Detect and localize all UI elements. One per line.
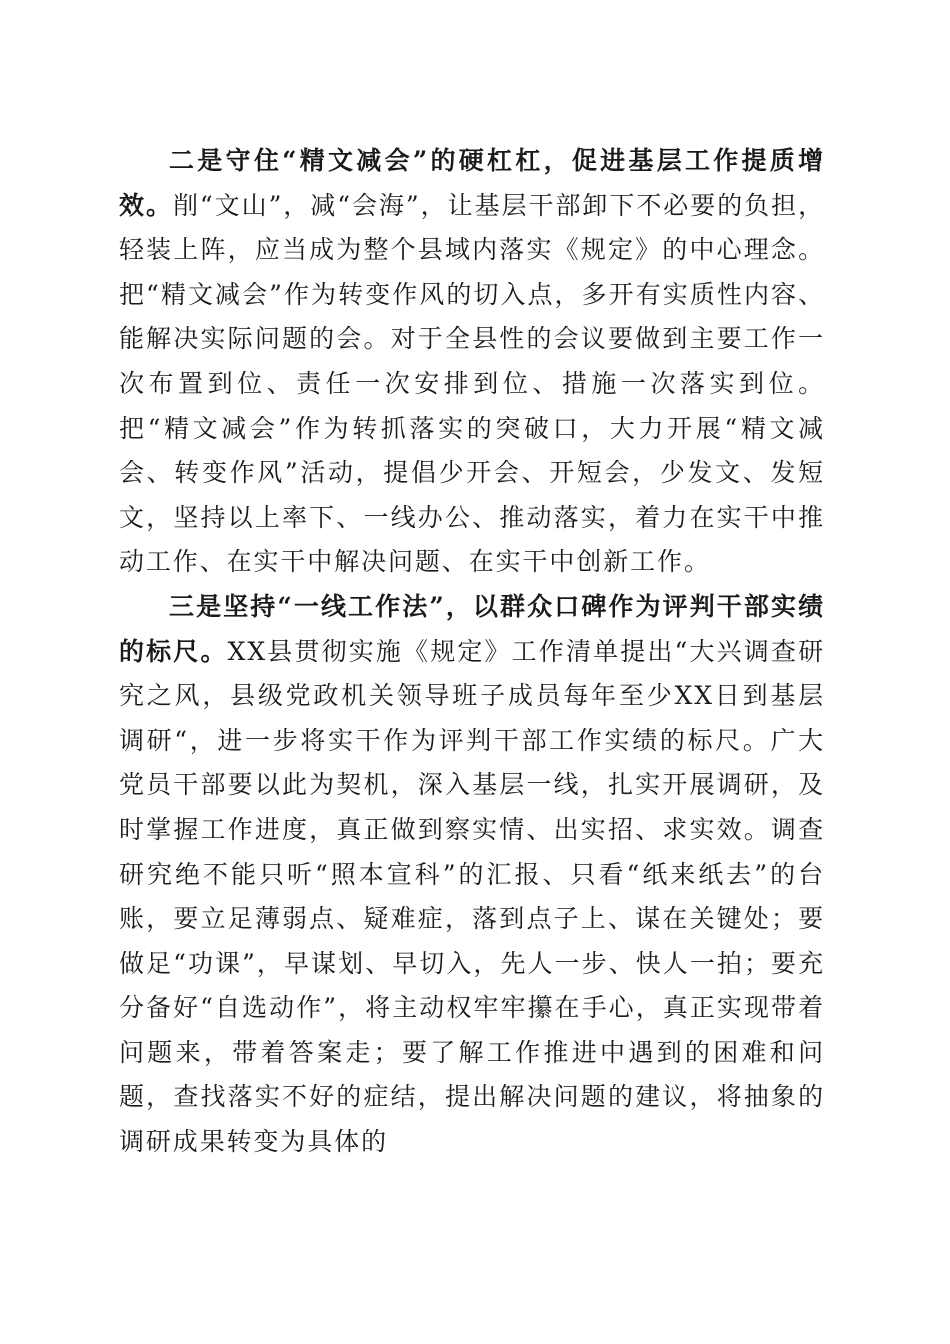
document-body xyxy=(119,139,825,1165)
paragraph-1-body: 削“文山”，减“会海”，让基层干部卸下不必要的负担，轻装上阵，应当成为整个县域内落实《规定》的中心理念。把“精文减会”作为转变作风的切入点，多开有实质性内容、能解决实际问题的会。对于全县性的会议要做到主要工作一次布置到位、责任一次安排到位、措施一次落实到位。把“精文减会”作为转抓落实的突破口，大力开展“精文减会、转变作风”活动，提倡少开会、开短会，少发文、发短文，坚持以上率下、一线办公、推动落实，着力在实干中推动工作、在实干中解决问题、在实干中创新工作。 xyxy=(119,190,825,577)
paragraph-1 xyxy=(119,139,825,585)
paragraph-1-lead: 二是守住“精文减会”的硬杠杠，促进基层工作提质增效。 xyxy=(119,146,825,220)
paragraph-2-lead: 三是坚持“一线工作法”，以群众口碑作为评判干部实绩的标尺。 xyxy=(119,591,825,666)
paragraph-2 xyxy=(119,585,825,1165)
paragraph-2-body: XX县贯彻实施《规定》工作清单提出“大兴调查研究之风，县级党政机关领导班子成员每年至少XX日到基层调研“，进一步将实干作为评判干部工作实绩的标尺。广大党员干部要以此为契机，深入基层一线，扎实开展调研，及时掌握工作进度，真正做到察实情、出实招、求实效。调查研究绝不能只听“照本宣科”的汇报、只看“纸来纸去”的台账，要立足薄弱点、疑难症，落到点子上、谋在关键处；要做足“功课”，早谋划、早切入，先人一步、快人一拍；要充分备好“自选动作”，将主动权牢牢攥在手心，真正实现带着问题来，带着答案走；要了解工作推进中遇到的困难和问题，查找落实不好的症结，提出解决问题的建议，将抽象的调研成果转变为具体的 xyxy=(119,636,826,1157)
